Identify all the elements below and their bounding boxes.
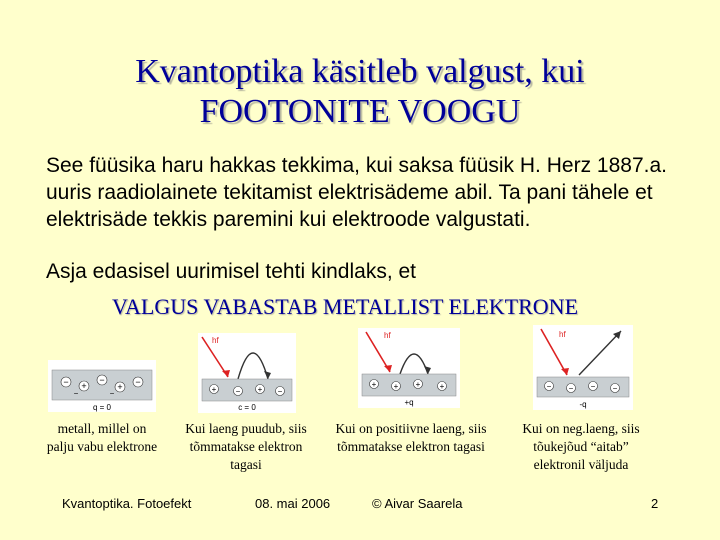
figure-3-photon-label: hf [384,331,391,340]
page-number: 2 [651,496,659,511]
svg-text:−: − [277,387,283,396]
figure-3-caption: Kui on positiivne laeng, siis tõmmatakse elektron tagasi [335,421,487,454]
svg-text:−: − [135,377,141,387]
slide-title [0,52,720,132]
figure-neutral-metal [48,360,156,412]
figure-1-charge-label: q = 0 [92,403,112,412]
footer-date: 08. mai 2006 [255,496,331,511]
figure-3-charge-label: +q [404,398,414,407]
svg-text:−: − [63,377,69,387]
figure-2-charge-label: c = 0 [238,403,256,412]
title-line-1: Kvantoptika käsitleb valgust, kui [135,53,585,90]
intro-paragraph: See füüsika haru hakkas tekkima, kui saksa füüsik H. Herz 1887.a. uuris raadiolainete tekitamist elektrisädeme abil. Ta pani tähele et elektrisäde tekkis paremini kui elektroode valgustati. [46,154,667,231]
figure-negative-charge [533,325,633,410]
svg-text:+: + [439,382,445,391]
svg-text:−: − [612,384,618,393]
svg-text:+: + [117,382,123,392]
svg-text:+: + [393,382,399,391]
figure-4-photon-label: hf [559,330,566,339]
svg-text:+: + [81,381,87,391]
svg-text:−: − [235,387,241,396]
figure-positive-charge [358,328,460,408]
footer-author: © Aivar Saarela [372,496,463,511]
key-statement: VALGUS VABASTAB METALLIST ELEKTRONE [111,294,579,319]
svg-text:−: − [109,389,115,398]
title-line-2: FOOTONITE VOOGU [199,93,521,130]
svg-text:+: + [371,380,377,389]
svg-text:+: + [415,380,421,389]
figure-4-charge-label: -q [579,400,587,409]
figure-4-caption: Kui on neg.laeng, siis tõukejõud “aitab” elektronil väljuda [522,421,640,472]
svg-text:−: − [99,375,105,385]
investigation-paragraph: Asja edasisel uurimisel tehti kindlaks, et [46,260,417,283]
svg-text:−: − [568,384,574,393]
svg-text:−: − [546,382,552,391]
figure-2-caption: Kui laeng puudub, siis tõmmatakse elektron tagasi [185,421,307,472]
svg-text:+: + [211,385,217,394]
svg-text:+: + [257,385,263,394]
figure-1-caption: metall, millel on palju vabu elektrone [46,421,158,454]
figure-2-photon-label: hf [212,336,219,345]
svg-text:−: − [590,382,596,391]
svg-text:−: − [73,389,79,398]
footer-title: Kvantoptika. Fotoefekt [62,496,192,511]
figure-no-charge [198,333,296,413]
